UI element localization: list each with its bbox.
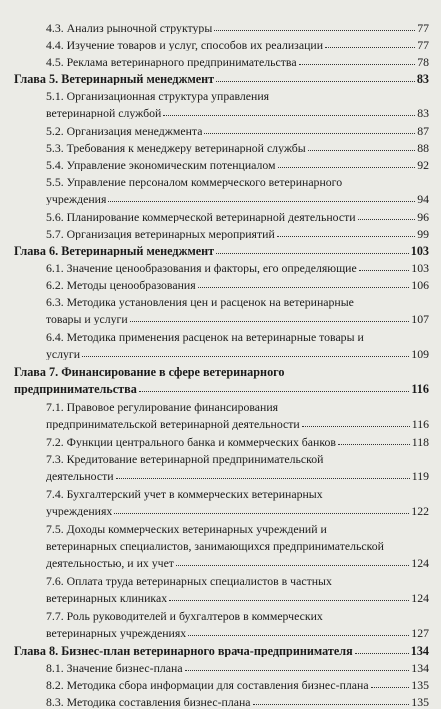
- toc-entry-row: [46, 418, 429, 430]
- dot-leader: [277, 236, 415, 237]
- toc-entry-text: 5.5. Управление персоналом коммерческого ветеринарного: [46, 175, 343, 189]
- page-number: 103: [410, 244, 429, 258]
- toc-entry-row: [46, 348, 429, 360]
- page-number: 106: [411, 278, 429, 292]
- dot-leader: [176, 565, 409, 566]
- dot-leader: [216, 253, 409, 254]
- dot-leader: [371, 687, 410, 688]
- toc-entry-row: [46, 142, 429, 154]
- toc-entry-text: 8.2. Методика сбора информации для составления бизнес-плана: [46, 679, 369, 691]
- toc-entry-row: [46, 22, 429, 34]
- page-number: 103: [411, 261, 429, 275]
- dot-leader: [278, 167, 416, 168]
- toc-entry-row: [46, 679, 429, 691]
- toc-entry-row: [46, 627, 429, 639]
- toc-entry-text: Глава 7. Финансирование в сфере ветеринарного: [14, 365, 285, 379]
- toc-entry-text: учреждения: [46, 193, 107, 205]
- toc-entry-text: ветеринарных учреждениях: [46, 627, 187, 639]
- dot-leader: [358, 219, 416, 220]
- dot-leader: [114, 513, 409, 514]
- dot-leader: [185, 670, 410, 671]
- page-number: 116: [411, 417, 429, 431]
- toc-entry-row: [46, 279, 429, 291]
- toc-entry-row: [46, 696, 429, 708]
- toc-entry-text: Глава 5. Ветеринарный менеджмент: [14, 73, 215, 85]
- toc-entry-row: [46, 39, 429, 51]
- dot-leader: [130, 321, 410, 322]
- toc-entry-text: 5.6. Планирование коммерческой ветеринарной деятельности: [46, 211, 356, 223]
- dot-leader: [198, 287, 410, 288]
- toc-entry-row: [46, 313, 429, 325]
- page-number: 87: [417, 124, 429, 138]
- toc-entry-row: [14, 383, 429, 395]
- page-number: 134: [411, 661, 429, 675]
- dot-leader: [139, 391, 410, 392]
- toc-entry-text: услуги: [46, 348, 81, 360]
- page-number: 77: [417, 21, 429, 35]
- toc-entry-row: [14, 73, 429, 85]
- dot-leader: [108, 201, 415, 202]
- toc-entry-text: предпринимательской ветеринарной деятельности: [46, 418, 300, 430]
- dot-leader: [302, 426, 410, 427]
- page-number: 124: [411, 591, 429, 605]
- toc-entry-text: 7.4. Бухгалтерский учет в коммерческих ветеринарных: [46, 487, 323, 501]
- dot-leader: [216, 81, 415, 82]
- toc-entry-text: учреждениях: [46, 505, 113, 517]
- dot-leader: [82, 356, 409, 357]
- dot-leader: [359, 270, 410, 271]
- toc-entry-text: 7.6. Оплата труда ветеринарных специалистов в частных: [46, 574, 332, 588]
- toc-entry-row: [46, 262, 429, 274]
- toc-entry-row: [46, 125, 429, 137]
- toc-entry-text: ветеринарной службой: [46, 107, 162, 119]
- toc-entry-row: [46, 211, 429, 223]
- toc-entry-text: 5.2. Организация менеджмента: [46, 125, 203, 137]
- toc-entry-text: ветеринарных специалистов, занимающихся предпринимательской: [46, 539, 384, 553]
- dot-leader: [308, 150, 415, 151]
- page-number: 135: [411, 695, 429, 709]
- page-number: 83: [416, 72, 429, 86]
- toc-entry-row: [46, 107, 429, 119]
- toc-entry-row: [46, 662, 429, 674]
- page-number: 127: [411, 626, 429, 640]
- toc-entry-text: 5.7. Организация ветеринарных мероприятий: [46, 228, 275, 240]
- toc-entry-row: [46, 470, 429, 482]
- dot-leader: [204, 133, 415, 134]
- toc-entry-text: 7.7. Роль руководителей и бухгалтеров в коммерческих: [46, 609, 323, 623]
- page-number: 83: [417, 106, 429, 120]
- toc-entry-text: 4.4. Изучение товаров и услуг, способов их реализации: [46, 39, 324, 51]
- toc-entry-text: 4.3. Анализ рыночной структуры: [46, 22, 213, 34]
- dot-leader: [163, 115, 415, 116]
- dot-leader: [188, 635, 409, 636]
- toc-entry-text: ветеринарных клиниках: [46, 592, 168, 604]
- dot-leader: [299, 64, 416, 65]
- toc-entry-text: 5.3. Требования к менеджеру ветеринарной службы: [46, 142, 306, 154]
- page-number: 78: [417, 55, 429, 69]
- toc-entry-row: [14, 645, 429, 657]
- toc-entry-text: 7.5. Доходы коммерческих ветеринарных учреждений и: [46, 522, 327, 536]
- dot-leader: [325, 47, 415, 48]
- toc-entry-row: [46, 505, 429, 517]
- toc-entry-text: 6.1. Значение ценообразования и факторы, его определяющие: [46, 262, 357, 274]
- toc-entry-text: 6.3. Методика установления цен и расценок на ветеринарные: [46, 295, 354, 309]
- toc-entry-text: 8.1. Значение бизнес-плана: [46, 662, 183, 674]
- page-number: 96: [417, 210, 429, 224]
- page-number: 88: [417, 141, 429, 155]
- toc-entry-text: 7.2. Функции центрального банка и коммерческих банков: [46, 436, 336, 448]
- page-number: 107: [411, 312, 429, 326]
- page-number: 124: [411, 556, 429, 570]
- toc-entry-row: [46, 228, 429, 240]
- page-number: 122: [411, 504, 429, 518]
- page-number: 109: [411, 347, 429, 361]
- page-number: 119: [411, 469, 429, 483]
- toc-entry-text: предпринимательства: [14, 383, 137, 395]
- dot-leader: [253, 704, 410, 705]
- dot-leader: [338, 444, 410, 445]
- toc-entry-row: [46, 557, 429, 569]
- toc-entry-row: [14, 245, 429, 257]
- toc-entry-row: [46, 592, 429, 604]
- dot-leader: [116, 478, 410, 479]
- toc-entry-text: 6.2. Методы ценообразования: [46, 279, 196, 291]
- dot-leader: [214, 30, 415, 31]
- toc-entry-text: товары и услуги: [46, 313, 128, 325]
- toc-entry-text: 4.5. Реклама ветеринарного предпринимательства: [46, 56, 297, 68]
- page-number: 134: [410, 644, 429, 658]
- toc-entry-text: 5.1. Организационная структура управления: [46, 89, 270, 103]
- dot-leader: [355, 653, 409, 654]
- toc-entry-row: [46, 193, 429, 205]
- toc-entry-text: 5.4. Управление экономическим потенциалом: [46, 159, 276, 171]
- page-number: 116: [411, 382, 429, 396]
- toc-entry-text: 7.3. Кредитование ветеринарной предпринимательской: [46, 452, 324, 466]
- dot-leader: [169, 600, 409, 601]
- page-number: 99: [417, 227, 429, 241]
- toc-entry-text: Глава 8. Бизнес-план ветеринарного врача-предпринимателя: [14, 645, 353, 657]
- page-number: 135: [411, 678, 429, 692]
- page-number: 94: [417, 192, 429, 206]
- toc-entry-text: деятельности: [46, 470, 114, 482]
- toc-entry-text: деятельностью, и их учет: [46, 557, 174, 569]
- toc-entry-text: 8.3. Методика составления бизнес-плана: [46, 696, 251, 708]
- toc-entry-text: Глава 6. Ветеринарный менеджмент: [14, 245, 215, 257]
- toc-entry-text: 7.1. Правовое регулирование финансирования: [46, 400, 279, 414]
- page-number: 118: [411, 435, 429, 449]
- page-number: 77: [417, 38, 429, 52]
- toc-entry-text: 6.4. Методика применения расценок на ветеринарные товары и: [46, 330, 364, 344]
- toc-entry-row: [46, 56, 429, 68]
- toc-entry-row: [46, 436, 429, 448]
- page-number: 92: [417, 158, 429, 172]
- toc-entry-row: [46, 159, 429, 171]
